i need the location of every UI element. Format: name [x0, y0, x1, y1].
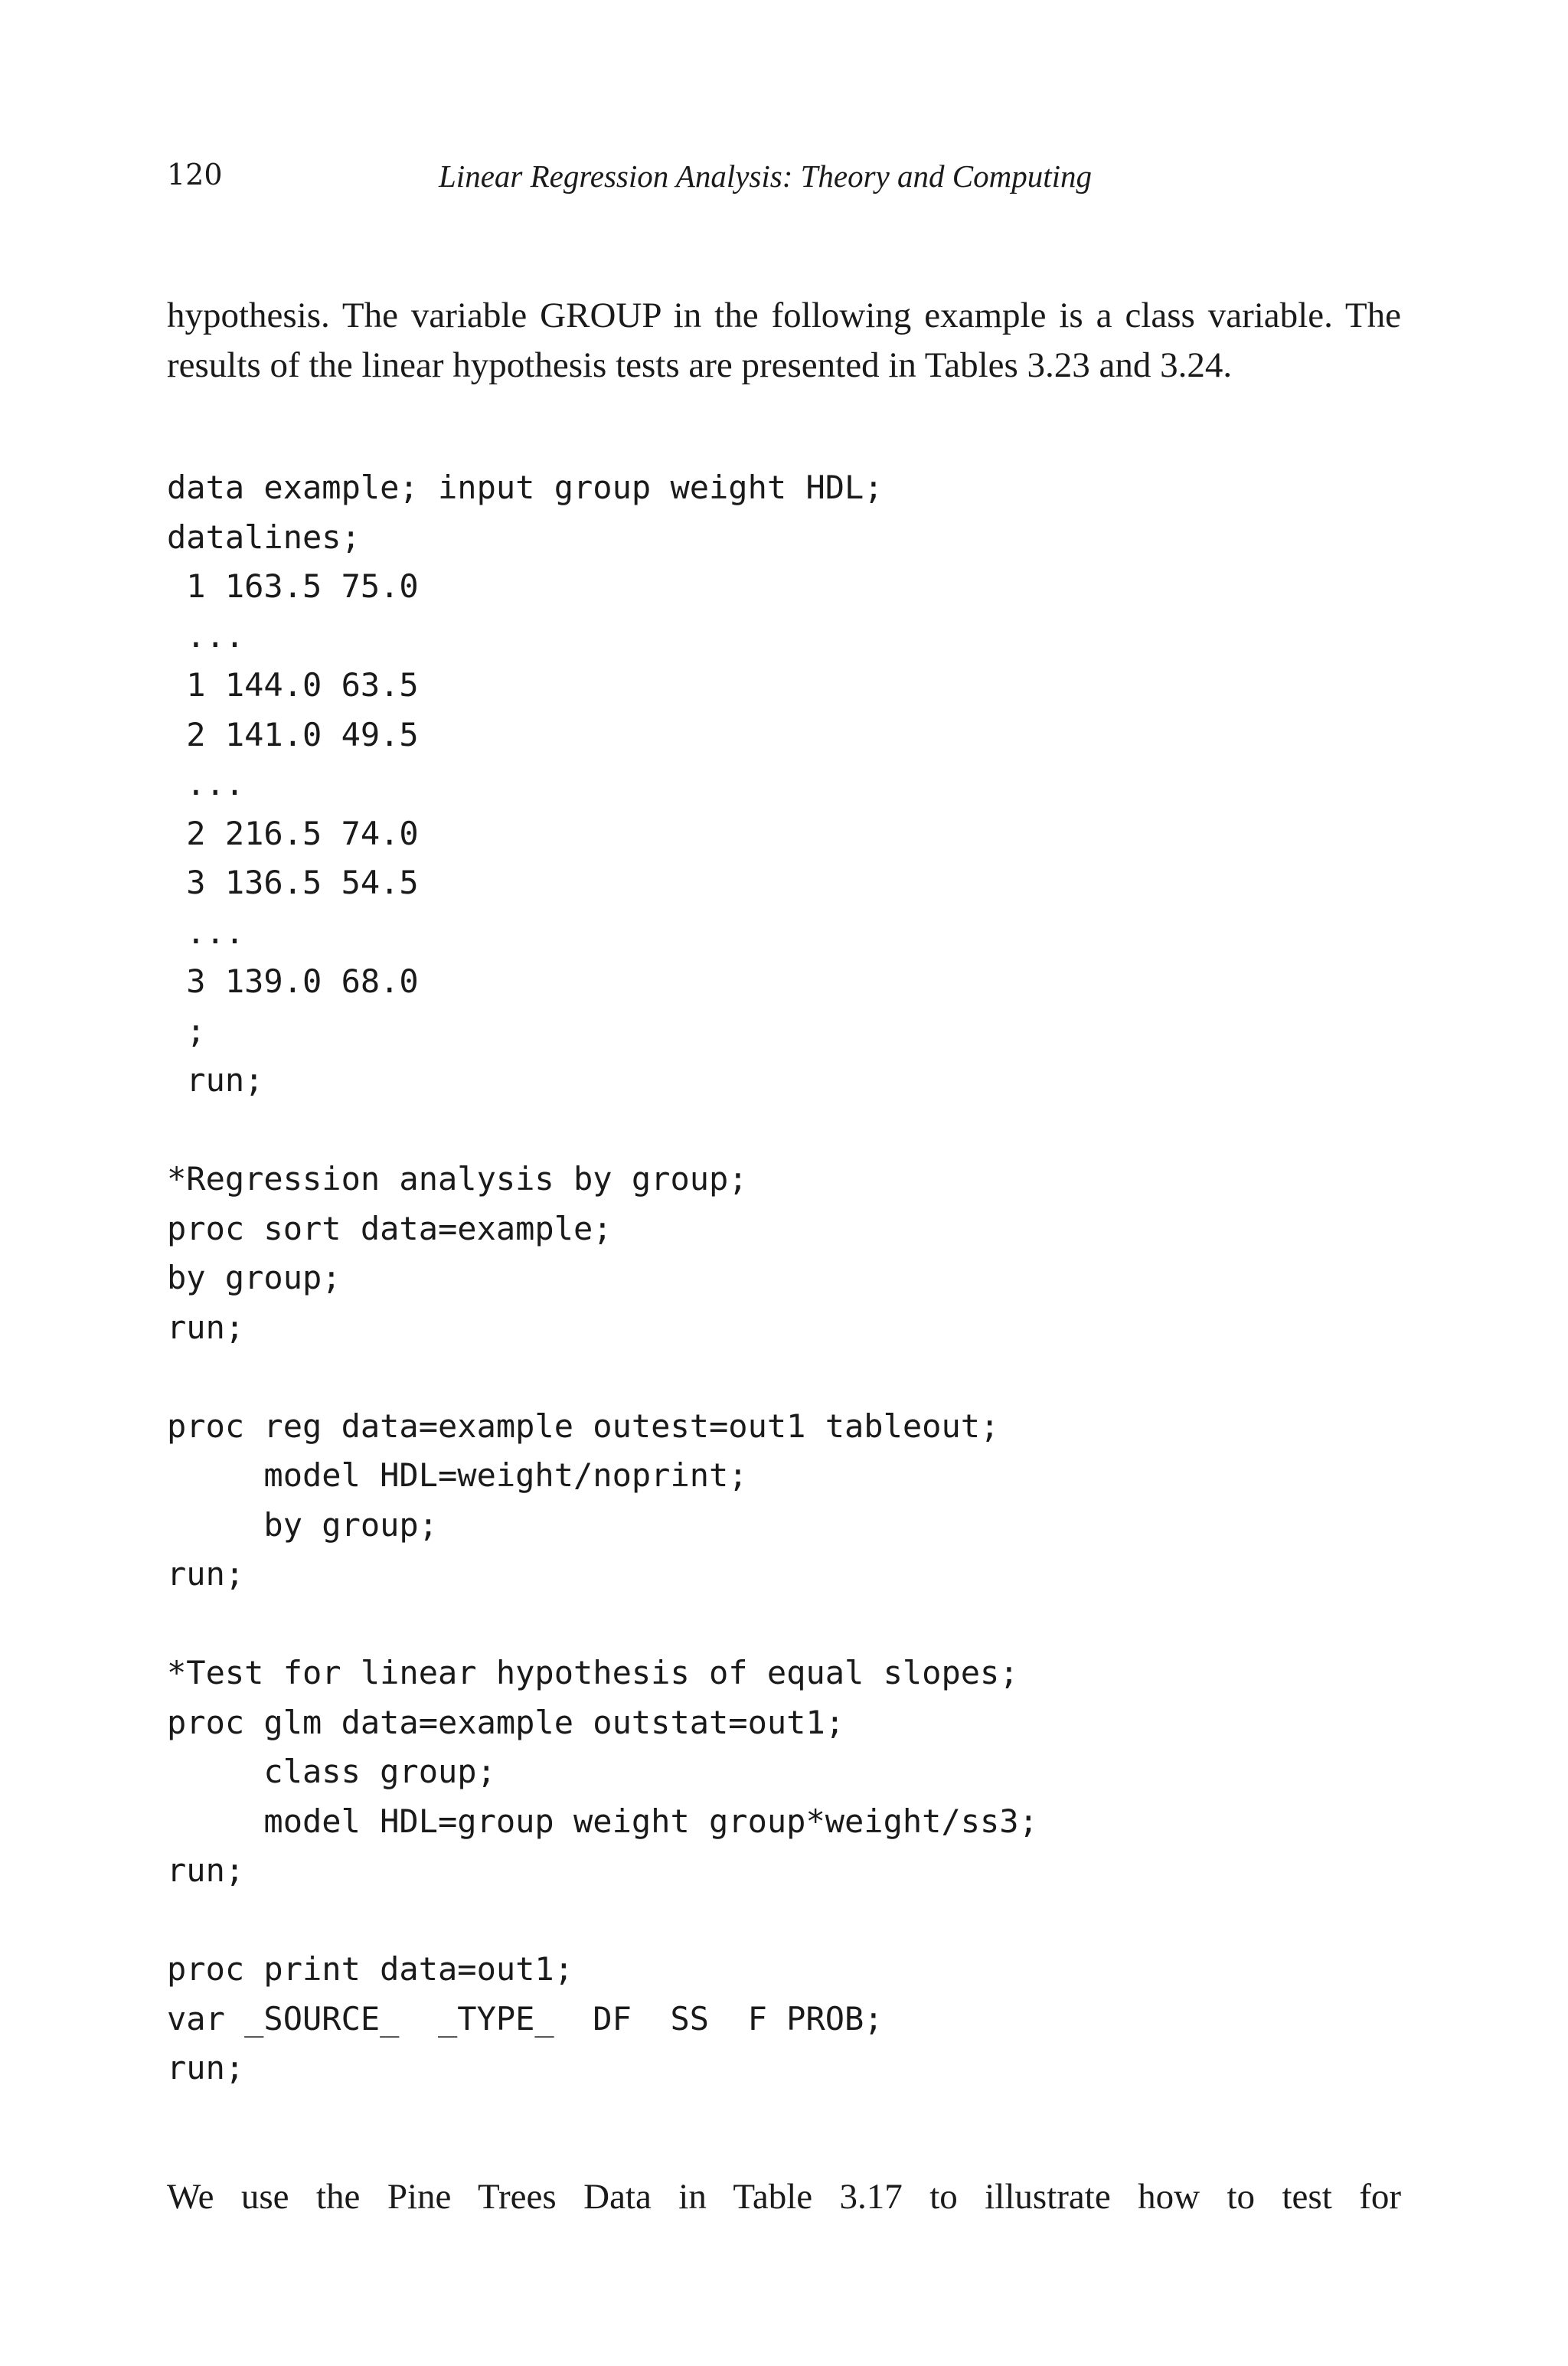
code-line: 2 141.0 49.5 — [167, 715, 419, 753]
code-line: model HDL=group weight group*weight/ss3; — [167, 1802, 1038, 1840]
code-line: ... — [167, 765, 245, 802]
code-line: *Test for linear hypothesis of equal slopes; — [167, 1654, 1019, 1691]
code-line — [167, 1106, 1038, 1155]
code-line: model HDL=weight/noprint; — [167, 1456, 748, 1494]
code-line: run; — [167, 1061, 264, 1099]
code-line: by group; — [167, 1505, 439, 1544]
page-number: 120 — [167, 158, 223, 191]
code-line: 2 216.5 74.0 — [167, 814, 419, 852]
code-line: run; — [167, 1555, 245, 1593]
code-line: proc reg data=example outest=out1 tableout; — [167, 1407, 1000, 1445]
code-line: proc print data=out1; — [167, 1950, 574, 1988]
book-title: Linear Regression Analysis: Theory and Computing — [439, 158, 1093, 194]
closing-paragraph: We use the Pine Trees Data in Table 3.17 to illustrate how to test for — [167, 2177, 1401, 2217]
code-line: run; — [167, 1851, 245, 1889]
intro-paragraph: hypothesis. The variable GROUP in the following example is a class variable. The results of the linear hypothesis tests are presented in Tables 3.23 and 3.24. — [167, 296, 1401, 385]
code-line: data example; input group weight HDL; — [167, 469, 884, 506]
code-line: var _SOURCE_ _TYPE_ DF SS F PROB; — [167, 1999, 884, 2038]
code-line: proc sort data=example; — [167, 1209, 612, 1247]
code-line: 1 163.5 75.0 — [167, 567, 419, 605]
code-line: ... — [167, 913, 245, 951]
code-line: 3 139.0 68.0 — [167, 962, 419, 1000]
code-line: proc glm data=example outstat=out1; — [167, 1703, 845, 1741]
code-line: run; — [167, 2049, 245, 2087]
code-line: 1 144.0 63.5 — [167, 666, 419, 704]
code-line — [167, 1352, 1038, 1402]
code-line — [167, 1600, 1038, 1649]
code-line: by group; — [167, 1259, 341, 1296]
code-line — [167, 1896, 1038, 1946]
sas-code-listing — [167, 463, 1038, 2093]
code-line: *Regression analysis by group; — [167, 1160, 748, 1198]
code-line: class group; — [167, 1753, 496, 1790]
code-line: ; — [167, 1011, 206, 1050]
running-head — [167, 158, 1401, 198]
code-line: run; — [167, 1308, 245, 1346]
code-line: ... — [167, 616, 245, 655]
code-line: datalines; — [167, 518, 361, 556]
code-line: 3 136.5 54.5 — [167, 864, 419, 901]
